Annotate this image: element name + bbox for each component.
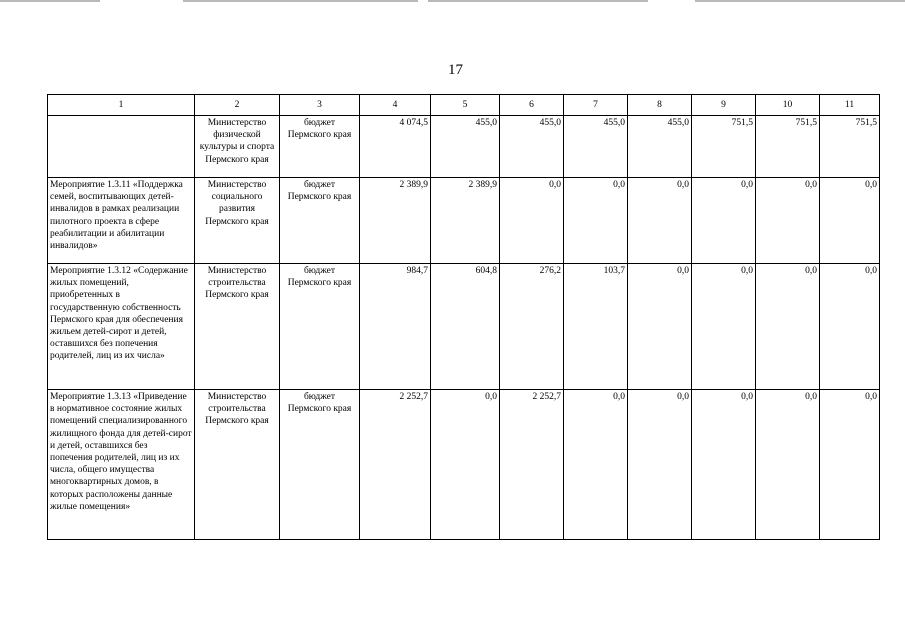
top-scan-line-right [695,0,905,2]
value-cell: 0,0 [756,390,820,540]
value-cell: 0,0 [628,178,692,264]
value-cell: 0,0 [820,264,880,390]
column-header: 9 [692,95,756,116]
executor-cell: Министерство строительства Пермского края [195,390,280,540]
page-number: 17 [448,62,463,78]
value-cell: 2 252,7 [500,390,564,540]
funding-source-cell: бюджет Пермского края [280,178,360,264]
value-cell: 0,0 [692,390,756,540]
value-cell: 0,0 [692,178,756,264]
value-cell: 604,8 [431,264,500,390]
executor-cell: Министерство социального развития Пермского края [195,178,280,264]
column-header: 11 [820,95,880,116]
executor-cell: Министерство строительства Пермского края [195,264,280,390]
value-cell: 751,5 [756,116,820,178]
column-header: 5 [431,95,500,116]
value-cell: 0,0 [628,264,692,390]
value-cell: 0,0 [628,390,692,540]
column-header: 4 [360,95,431,116]
value-cell: 103,7 [564,264,628,390]
value-cell: 0,0 [692,264,756,390]
header-row [48,95,880,116]
value-cell: 4 074,5 [360,116,431,178]
table-row [48,264,880,390]
column-header: 8 [628,95,692,116]
value-cell: 0,0 [564,390,628,540]
top-scan-line-mid2 [428,0,648,2]
column-header: 1 [48,95,195,116]
value-cell: 0,0 [820,178,880,264]
column-header: 2 [195,95,280,116]
value-cell: 751,5 [692,116,756,178]
event-cell: Мероприятие 1.3.13 «Приведение в нормативное состояние жилых помещений специализированного жилищного фонда для детей-сирот и детей, оставшихся без попечения родителей, лиц из их числа, общего имущества многоквартирных домов, в которых расположены данные жилые помещения» [48,390,195,540]
value-cell: 2 252,7 [360,390,431,540]
value-cell: 0,0 [756,178,820,264]
executor-cell: Министерство физической культуры и спорта Пермского края [195,116,280,178]
funding-source-cell: бюджет Пермского края [280,116,360,178]
value-cell: 2 389,9 [431,178,500,264]
value-cell: 0,0 [500,178,564,264]
funding-source-cell: бюджет Пермского края [280,264,360,390]
table-row [48,390,880,540]
value-cell: 455,0 [628,116,692,178]
event-cell: Мероприятие 1.3.12 «Содержание жилых помещений, приобретенных в государственную собственность Пермского края для обеспечения жильем детей-сирот и детей, оставшихся без попечения родителей, лиц из их числа» [48,264,195,390]
event-cell: Мероприятие 1.3.11 «Поддержка семей, воспитывающих детей-инвалидов в рамках реализации пилотного проекта в сфере реабилитации и абилитации инвалидов» [48,178,195,264]
value-cell: 0,0 [564,178,628,264]
value-cell: 0,0 [756,264,820,390]
value-cell: 455,0 [431,116,500,178]
event-cell [48,116,195,178]
value-cell: 751,5 [820,116,880,178]
column-header: 6 [500,95,564,116]
value-cell: 0,0 [820,390,880,540]
table-row [48,178,880,264]
table-row [48,116,880,178]
value-cell: 2 389,9 [360,178,431,264]
value-cell: 0,0 [431,390,500,540]
value-cell: 984,7 [360,264,431,390]
column-header: 7 [564,95,628,116]
value-cell: 276,2 [500,264,564,390]
top-scan-line-mid1 [183,0,418,2]
column-header: 10 [756,95,820,116]
value-cell: 455,0 [500,116,564,178]
value-cell: 455,0 [564,116,628,178]
top-scan-line-left [0,0,100,2]
budget-table [47,94,880,540]
funding-source-cell: бюджет Пермского края [280,390,360,540]
column-header: 3 [280,95,360,116]
